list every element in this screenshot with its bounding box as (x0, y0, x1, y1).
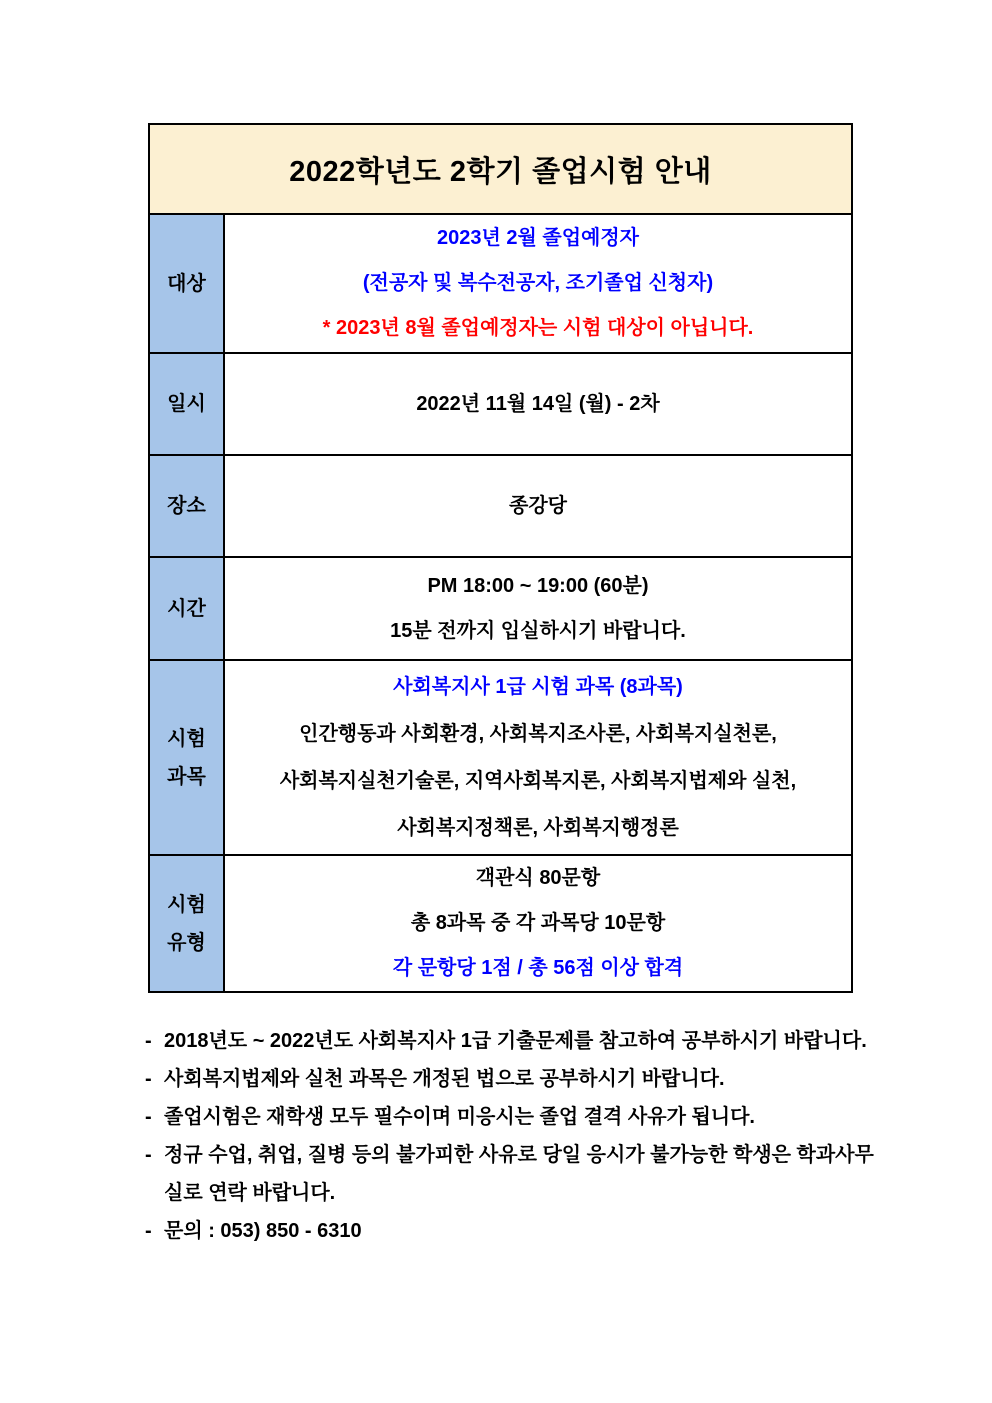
cell-line: 사회복지실천기술론, 지역사회복지론, 사회복지법제와 실천, (279, 769, 797, 792)
note-item (145, 1060, 885, 1098)
row-label-time: 시간 (149, 557, 224, 660)
row-date (149, 353, 852, 455)
notice-table (148, 123, 853, 993)
title-row (149, 124, 852, 214)
note-bullet: - (145, 1068, 152, 1090)
document-title: 2022학년도 2학기 졸업시험 안내 (149, 124, 852, 214)
row-label-subjects: 시험 과목 (149, 660, 224, 855)
row-label-date: 일시 (149, 353, 224, 455)
note-bullet: - (145, 1030, 152, 1052)
cell-line: 각 문항당 1점 / 총 56점 이상 합격 (392, 957, 684, 979)
cell-line: 인간행동과 사회환경, 사회복지조사론, 사회복지실천론, (299, 722, 777, 745)
note-bullet: - (145, 1144, 152, 1166)
cell-line: 2023년 2월 졸업예정자 (437, 227, 639, 249)
cell-line: 객관식 80문항 (475, 867, 601, 889)
notes-section (145, 1022, 885, 1250)
row-target-content (224, 214, 852, 353)
cell-line: * 2023년 8월 졸업예정자는 시험 대상이 아닙니다. (322, 317, 754, 339)
row-target (149, 214, 852, 353)
row-label-format: 시험 유형 (149, 855, 224, 992)
row-format-content (224, 855, 852, 992)
row-label-target: 대상 (149, 214, 224, 353)
cell-line: 종강당 (509, 494, 567, 517)
note-text: 정규 수업, 취업, 질병 등의 불가피한 사유로 당일 응시가 불가능한 학생은 학과사무실로 연락 바랍니다. (164, 1144, 874, 1204)
cell-line: 총 8과목 중 각 과목당 10문항 (410, 912, 666, 934)
note-bullet: - (145, 1106, 152, 1128)
note-item (145, 1212, 885, 1250)
row-label-place: 장소 (149, 455, 224, 557)
cell-line: 2022년 11월 14일 (월) - 2차 (416, 392, 660, 415)
note-item (145, 1098, 885, 1136)
note-item (145, 1136, 885, 1212)
note-text: 문의 : 053) 850 - 6310 (164, 1220, 362, 1242)
notice-table-wrapper (148, 123, 851, 993)
row-date-content (224, 353, 852, 455)
cell-line: 15분 전까지 입실하시기 바랍니다. (390, 619, 686, 642)
row-place-content (224, 455, 852, 557)
note-item (145, 1022, 885, 1060)
note-text: 졸업시험은 재학생 모두 필수이며 미응시는 졸업 결격 사유가 됩니다. (164, 1106, 755, 1128)
note-bullet: - (145, 1220, 152, 1242)
row-time (149, 557, 852, 660)
row-place (149, 455, 852, 557)
row-subjects (149, 660, 852, 855)
row-format (149, 855, 852, 992)
cell-line: 사회복지정책론, 사회복지행정론 (397, 816, 679, 839)
note-text: 사회복지법제와 실천 과목은 개정된 법으로 공부하시기 바랍니다. (164, 1068, 725, 1090)
cell-line: 사회복지사 1급 시험 과목 (8과목) (393, 675, 683, 698)
row-time-content (224, 557, 852, 660)
cell-line: PM 18:00 ~ 19:00 (60분) (427, 574, 649, 597)
cell-line: (전공자 및 복수전공자, 조기졸업 신청자) (362, 272, 714, 294)
note-text: 2018년도 ~ 2022년도 사회복지사 1급 기출문제를 참고하여 공부하시기 바랍니다. (164, 1030, 867, 1052)
row-subjects-content (224, 660, 852, 855)
